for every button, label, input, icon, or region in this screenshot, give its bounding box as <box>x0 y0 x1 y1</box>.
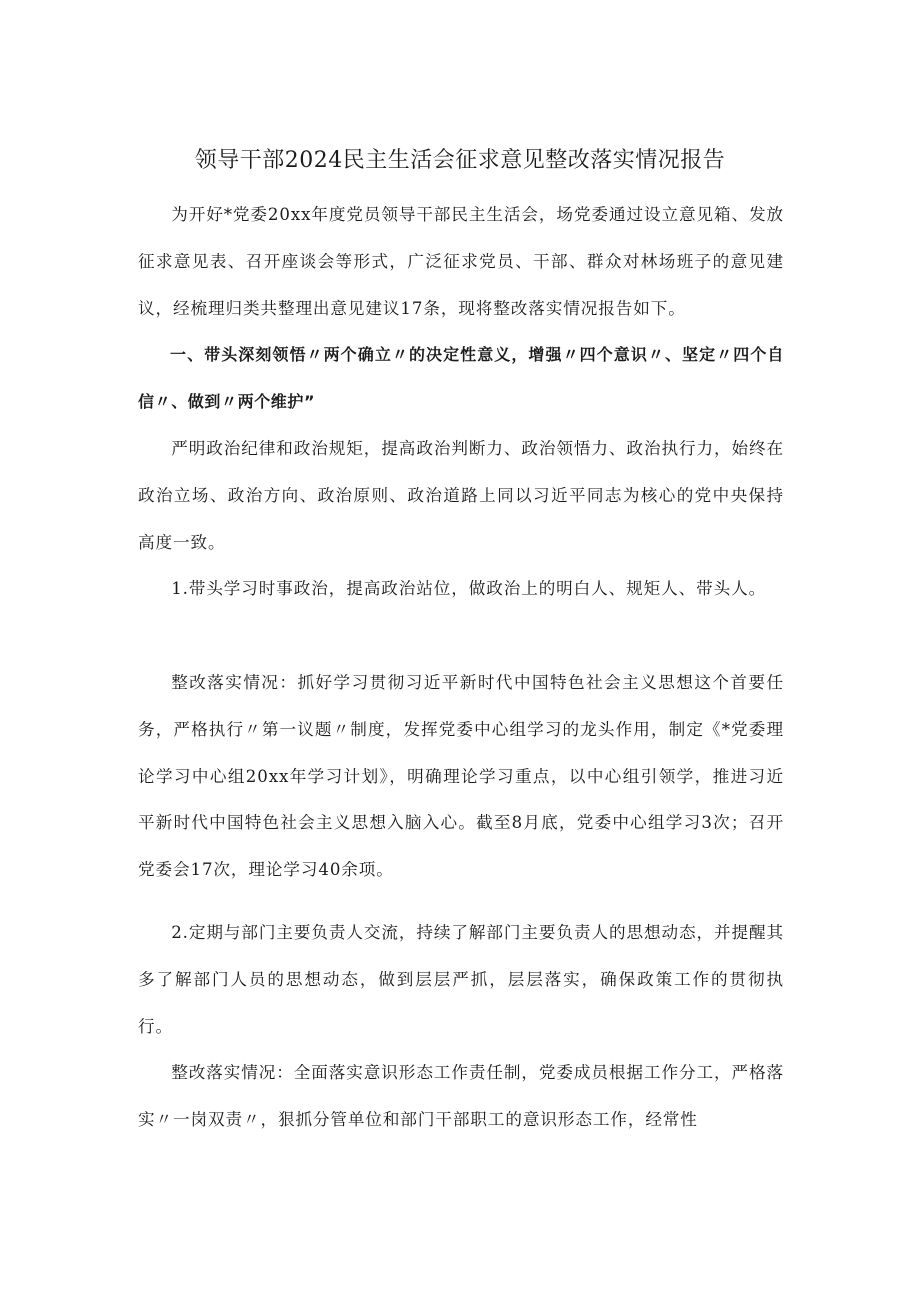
item-1-rectification-paragraph: 整改落实情况：抓好学习贯彻习近平新时代中国特色社会主义思想这个首要任务，严格执行〃第一议题〃制度，发挥党委中心组学习的龙头作用，制定《*党委理论学习中心组20xx年学习计划》，明确理论学习重点，以中心组引领学，推进习近平新时代中国特色社会主义思想入脑入心。截至8月底，党委中心组学习3次；召开党委会17次，理论学习40余项。 <box>138 673 784 880</box>
document-title: 领导干部2024民主生活会征求意见整改落实情况报告 <box>194 148 726 173</box>
section-heading-1: 一、带头深刻领悟〃两个确立〃的决定性意义，增强〃四个意识〃、坚定〃四个自信〃、做到〃两个维护” <box>138 345 784 411</box>
item-1-paragraph: 1.带头学习时事政治，提高政治站位，做政治上的明白人、规矩人、带头人。 <box>171 579 767 598</box>
intro-paragraph: 为开好*党委20xx年度党员领导干部民主生活会，场党委通过设立意见箱、发放征求意见表、召开座谈会等形式，广泛征求党员、干部、群众对林场班子的意见建议，经梳理归类共整理出意见建议17条，现将整改落实情况报告如下。 <box>138 205 784 318</box>
item-2-paragraph: 2.定期与部门主要负责人交流，持续了解部门主要负责人的思想动态，并提醒其多了解部门人员的思想动态，做到层层严抓，层层落实，确保政策工作的贯彻执行。 <box>138 923 784 1036</box>
section-1-paragraph: 严明政治纪律和政治规矩，提高政治判断力、政治领悟力、政治执行力，始终在政治立场、政治方向、政治原则、政治道路上同以习近平同志为核心的党中央保持高度一致。 <box>138 439 784 552</box>
item-2-rectification-paragraph: 整改落实情况：全面落实意识形态工作责任制，党委成员根据工作分工，严格落实〃一岗双责〃，狠抓分管单位和部门干部职工的意识形态工作，经常性 <box>138 1063 784 1129</box>
